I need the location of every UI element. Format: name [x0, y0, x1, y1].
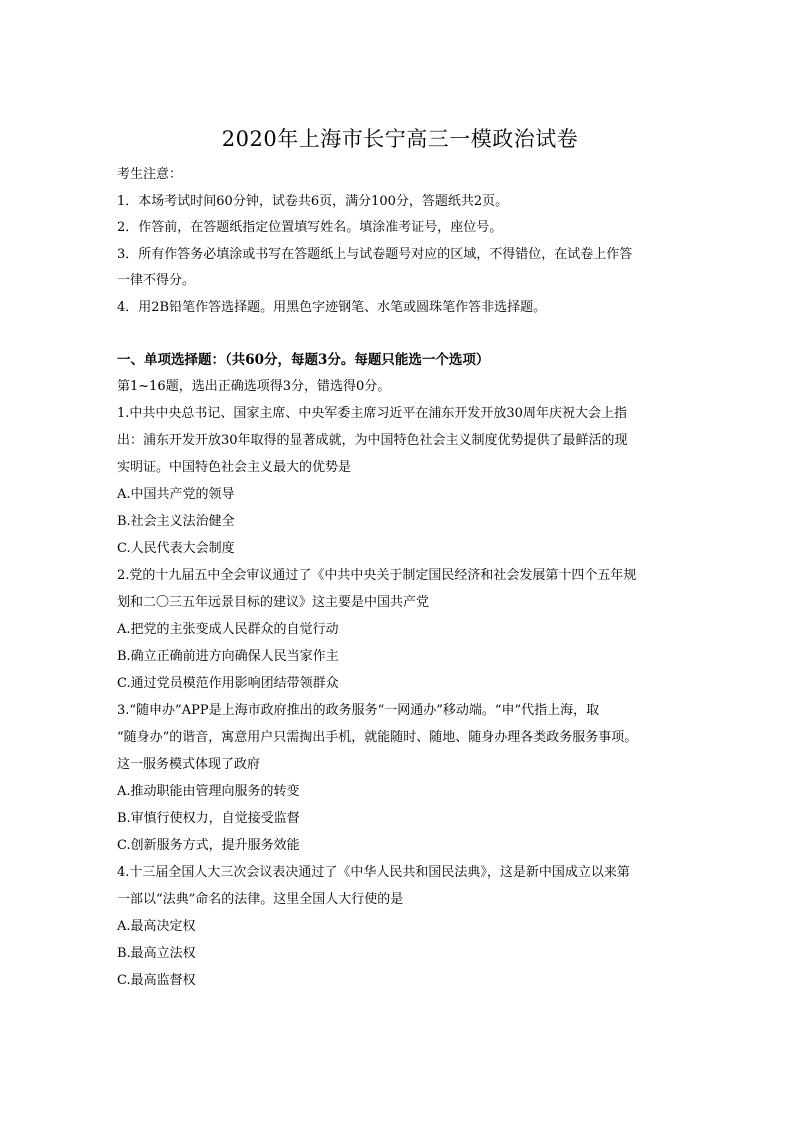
question-stem: 3.“随申办”APP是上海市政府推出的政务服务“一网通办”移动端。“申”代指上海，取 — [117, 703, 600, 718]
question-stem: 实明证。中国特色社会主义最大的优势是 — [117, 460, 352, 475]
question-4 — [117, 859, 683, 994]
question-stem: 划和二〇三五年远景目标的建议》这主要是中国共产党 — [117, 595, 430, 610]
option-b: B.社会主义法治健全 — [117, 514, 235, 529]
question-2 — [117, 562, 683, 697]
page-content — [117, 124, 683, 994]
question-stem: 2.党的十九届五中全会审议通过了《中共中央关于制定国民经济和社会发展第十四个五年规 — [117, 568, 637, 583]
option-c: C.通过党员模范作用影响团结带领群众 — [117, 676, 339, 691]
notice-block — [117, 162, 683, 321]
question-3 — [117, 697, 683, 859]
question-1 — [117, 400, 683, 562]
question-stem: 一部以“法典”命名的法律。这里全国人大行使的是 — [117, 892, 404, 907]
option-a: A.中国共产党的领导 — [117, 487, 235, 502]
option-b: B.最高立法权 — [117, 946, 196, 961]
option-c: C.创新服务方式，提升服务效能 — [117, 838, 300, 853]
option-a: A.把党的主张变成人民群众的自觉行动 — [117, 622, 339, 637]
page-title: 2020年上海市长宁高三一模政治试卷 — [221, 127, 579, 151]
section-instruction: 第1~16题，选出正确选项得3分，错选得0分。 — [117, 378, 391, 394]
question-stem: 4.十三届全国人大三次会议表决通过了《中华人民共和国民法典》，这是新中国成立以来第 — [117, 865, 630, 880]
option-b: B.确立正确前进方向确保人民当家作主 — [117, 649, 339, 664]
notice-item: 一律不得分。 — [117, 273, 196, 288]
notice-heading: 考生注意： — [117, 167, 183, 182]
option-a: A.最高决定权 — [117, 919, 196, 934]
option-a: A.推动职能由管理向服务的转变 — [117, 784, 300, 799]
option-c: C.人民代表大会制度 — [117, 541, 235, 556]
option-c: C.最高监督权 — [117, 973, 196, 988]
question-stem: “随身办”的谐音，寓意用户只需掏出手机，就能随时、随地、随身办理各类政务服务事项。 — [117, 730, 638, 745]
section-heading: 一、单项选择题：（共60分，每题3分。每题只能选一个选项） — [117, 352, 490, 368]
notice-item: 1．本场考试时间60分钟，试卷共6页，满分100分，答题纸共2页。 — [117, 193, 509, 209]
notice-item: 3．所有作答务必填涂或书写在答题纸上与试卷题号对应的区域，不得错位，在试卷上作答 — [117, 246, 633, 262]
option-b: B.审慎行使权力，自觉接受监督 — [117, 811, 300, 826]
question-stem: 出：浦东开发开放30年取得的显著成就，为中国特色社会主义制度优势提供了最鲜活的现 — [117, 433, 628, 448]
notice-item: 2．作答前，在答题纸指定位置填写姓名。填涂准考证号，座位号。 — [117, 220, 503, 235]
question-stem: 这一服务模式体现了政府 — [117, 757, 261, 772]
notice-item: 4．用2B铅笔作答选择题。用黑色字迹钢笔、水笔或圆珠笔作答非选择题。 — [117, 299, 547, 315]
question-stem: 1.中共中央总书记、国家主席、中央军委主席习近平在浦东开发开放30周年庆祝大会上指 — [117, 406, 627, 421]
